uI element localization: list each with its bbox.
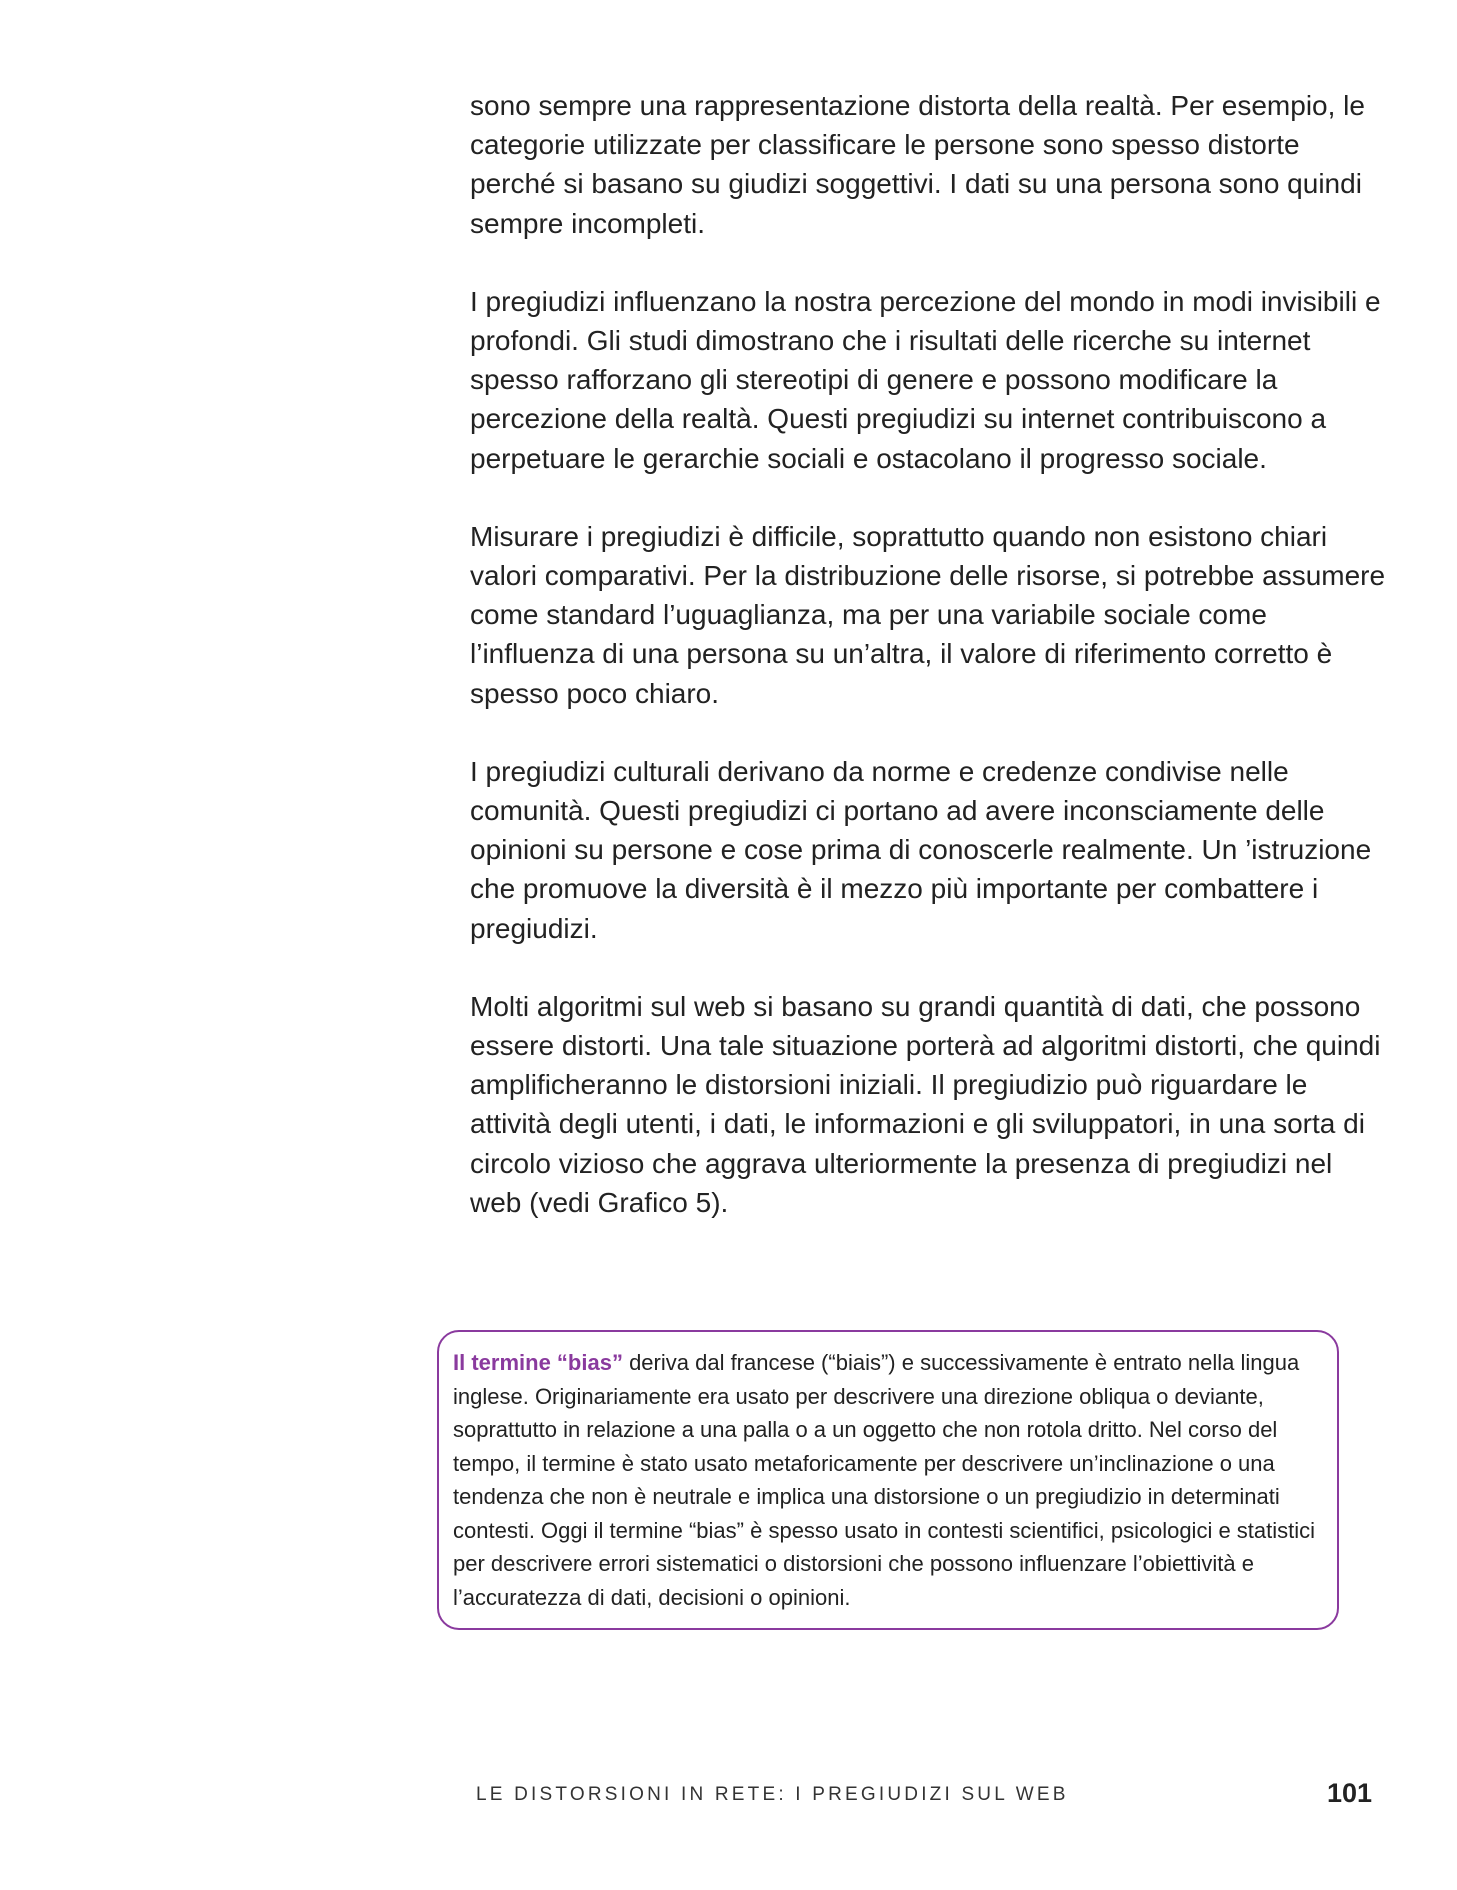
body-paragraph-2: I pregiudizi influenzano la nostra percezione del mondo in modi invisibili e profondi. Gli studi dimostrano che i risultati delle ricerche su internet spesso rafforzano gli stereotipi di genere e possono modificare la percezione della realtà. Questi pregiudizi su internet contribuiscono a perpetuare le gerarchie sociali e ostacolano il progresso sociale.	[470, 285, 1381, 474]
callout-term: Il termine “bias”	[453, 1350, 623, 1375]
body-paragraph-5: Molti algoritmi sul web si basano su grandi quantità di dati, che possono essere distorti. Una tale situazione porterà ad algoritmi distorti, che quindi amplificheranno le distorsioni iniziali. Il pregiudizio può riguardare le attività degli utenti, i dati, le informazioni e gli sviluppatori, in una sorta di circolo vizioso che aggrava ulteriormente la presenza di pregiudizi nel web (vedi Grafico 5).	[470, 990, 1381, 1218]
body-paragraph-4: I pregiudizi culturali derivano da norme e credenze condivise nelle comunità. Questi pregiudizi ci portano ad avere inconsciamente delle opinioni su persone e cose prima di conoscerle realmente. Un ’istruzione che promuove la diversità è il mezzo più importante per combattere i pregiudizi.	[470, 755, 1372, 944]
running-title: LE DISTORSIONI IN RETE: I PREGIUDIZI SUL WEB	[476, 1784, 1069, 1805]
body-paragraph-3: Misurare i pregiudizi è difficile, soprattutto quando non esistono chiari valori comparativi. Per la distribuzione delle risorse, si potrebbe assumere come standard l’uguaglianza, ma per una variabile sociale come l’influenza di una persona su un’altra, il valore di riferimento corretto è spesso poco chiaro.	[470, 520, 1386, 709]
body-paragraph-1: sono sempre una rappresentazione distorta della realtà. Per esempio, le categorie utilizzate per classificare le persone sono spesso distorte perché si basano su giudizi soggettivi. I dati su una persona sono quindi sempre incompleti.	[470, 90, 1365, 239]
bias-definition-callout	[437, 1330, 1339, 1630]
page-number: 101	[1327, 1778, 1373, 1808]
page-footer	[0, 1774, 1457, 1814]
callout-text: deriva dal francese (“biais”) e successivamente è entrato nella lingua inglese. Originariamente era usato per descrivere una direzione obliqua o deviante, soprattutto in relazione a una palla o a un oggetto che non rotola dritto. Nel corso del tempo, il termine è stato usato metaforicamente per descrivere un’inclinazione o una tendenza che non è neutrale e implica una distorsione o un pregiudizio in determinati contesti. Oggi il termine “bias” è spesso usato in contesti scientifici, psicologici e statistici per descrivere errori sistematici o distorsioni che possono influenzare l’obiettività e l’accuratezza di dati, decisioni o opinioni.	[453, 1350, 1316, 1610]
main-text	[470, 86, 1390, 1261]
